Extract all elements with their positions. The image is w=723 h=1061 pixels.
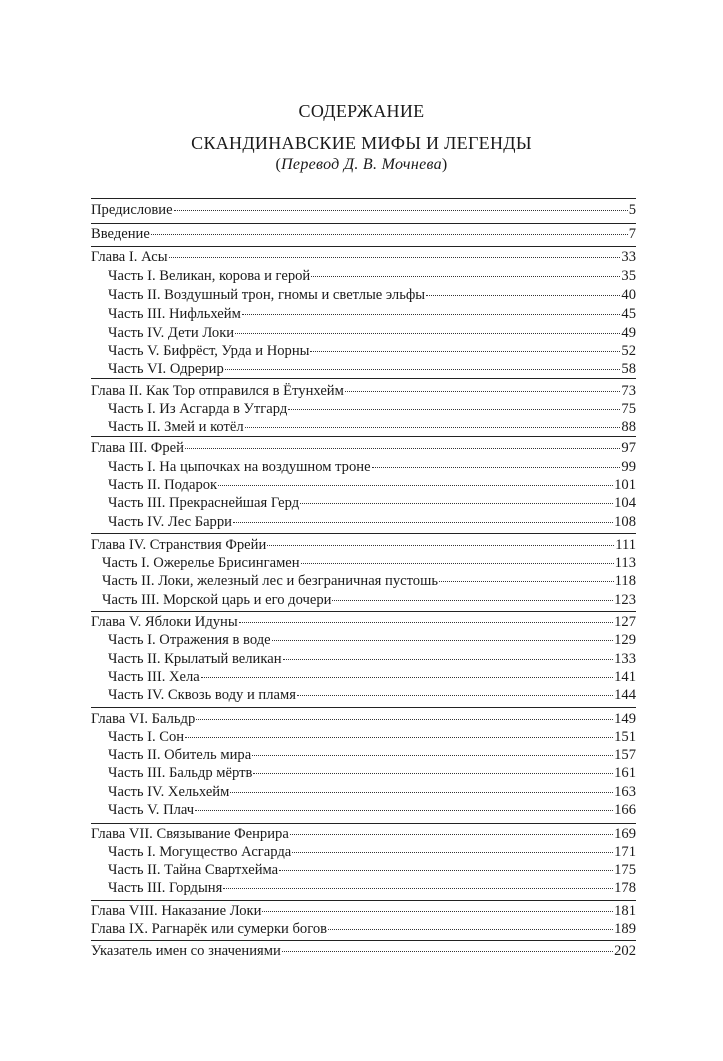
leader-dots [195, 809, 613, 811]
leader-dots [239, 621, 613, 623]
translator-paren-open: ( [275, 156, 282, 173]
leader-dots [267, 544, 614, 546]
leader-dots [301, 562, 614, 564]
toc-entry-chapter-4[interactable]: Глава IV. Странствия Фрейи 111 [91, 537, 636, 553]
leader-dots [332, 599, 613, 601]
leader-dots [242, 313, 621, 315]
leader-dots [223, 887, 613, 889]
divider [91, 823, 636, 824]
divider [91, 533, 636, 534]
toc-entry-part[interactable]: Часть I. Из Асгарда в Утгард 75 [108, 401, 636, 417]
leader-dots [372, 466, 621, 468]
divider [91, 900, 636, 901]
toc-entry-chapter-3[interactable]: Глава III. Фрей 97 [91, 440, 636, 456]
toc-entry-part[interactable]: Часть II. Локи, железный лес и безграничная пустошь 118 [102, 573, 636, 589]
toc-entry-part[interactable]: Часть I. На цыпочках на воздушном троне 99 [108, 459, 636, 475]
toc-entry-chapter-8[interactable]: Глава VIII. Наказание Локи 181 [91, 903, 636, 919]
leader-dots [426, 294, 620, 296]
translator-name: Перевод Д. В. Мочнева [281, 156, 442, 173]
leader-dots [169, 256, 621, 258]
leader-dots [225, 368, 621, 370]
divider [91, 940, 636, 941]
toc-entry-part[interactable]: Часть III. Хела 141 [108, 669, 636, 685]
toc-entry-chapter-7[interactable]: Глава VII. Связывание Фенрира 169 [91, 826, 636, 842]
toc-entry-part[interactable]: Часть III. Бальдр мёртв 161 [108, 765, 636, 781]
toc-entry-part[interactable]: Часть IV. Лес Барри 108 [108, 514, 636, 530]
leader-dots [252, 754, 613, 756]
toc-entry-part[interactable]: Часть III. Нифльхейм 45 [108, 306, 636, 322]
leader-dots [282, 950, 613, 952]
leader-dots [218, 484, 613, 486]
leader-dots [292, 851, 613, 853]
divider [91, 611, 636, 612]
leader-dots [288, 408, 620, 410]
leader-dots [328, 928, 613, 930]
leader-dots [283, 658, 614, 660]
toc-entry-preface[interactable]: Предисловие 5 [91, 202, 636, 218]
toc-entry-part[interactable]: Часть III. Морской царь и его дочери 123 [102, 592, 636, 608]
leader-dots [185, 447, 620, 449]
toc-entry-part[interactable]: Часть II. Крылатый великан 133 [108, 651, 636, 667]
book-title: СКАНДИНАВСКИЕ МИФЫ И ЛЕГЕНДЫ [191, 133, 532, 153]
translator-credit [0, 156, 723, 174]
leader-dots [272, 639, 614, 641]
divider [91, 223, 636, 224]
toc-entry-part[interactable]: Часть I. Ожерелье Брисингамен 113 [102, 555, 636, 571]
toc-entry-part[interactable]: Часть I. Сон 151 [108, 729, 636, 745]
toc-entry-part[interactable]: Часть I. Великан, корова и герой 35 [108, 268, 636, 284]
leader-dots [439, 580, 614, 582]
leader-dots [230, 791, 613, 793]
toc-entry-part[interactable]: Часть II. Подарок 101 [108, 477, 636, 493]
toc-entry-introduction[interactable]: Введение 7 [91, 226, 636, 242]
toc-entry-part[interactable]: Часть IV. Хельхейм 163 [108, 784, 636, 800]
leader-dots [185, 736, 613, 738]
leader-dots [310, 350, 620, 352]
toc-entry-chapter-9[interactable]: Глава IX. Рагнарёк или сумерки богов 189 [91, 921, 636, 937]
toc-entry-part[interactable]: Часть IV. Дети Локи 49 [108, 325, 636, 341]
leader-dots [201, 676, 613, 678]
toc-entry-part[interactable]: Часть III. Прекраснейшая Герд 104 [108, 495, 636, 511]
toc-entry-part[interactable]: Часть II. Обитель мира 157 [108, 747, 636, 763]
toc-entry-part[interactable]: Часть III. Гордыня 178 [108, 880, 636, 896]
translator-paren-close: ) [441, 156, 448, 173]
toc-entry-part[interactable]: Часть V. Бифрёст, Урда и Норны 52 [108, 343, 636, 359]
toc-entry-part[interactable]: Часть IV. Сквозь воду и пламя 144 [108, 687, 636, 703]
toc-entry-part[interactable]: Часть I. Отражения в воде 129 [108, 632, 636, 648]
leader-dots [151, 233, 628, 235]
leader-dots [174, 209, 628, 211]
leader-dots [245, 426, 621, 428]
leader-dots [300, 502, 613, 504]
toc-entry-part[interactable]: Часть VI. Одрерир 58 [108, 361, 636, 377]
leader-dots [290, 833, 613, 835]
toc-entry-part[interactable]: Часть II. Воздушный трон, гномы и светлые эльфы 40 [108, 287, 636, 303]
leader-dots [233, 521, 613, 523]
leader-dots [235, 332, 620, 334]
toc-entry-part[interactable]: Часть II. Змей и котёл 88 [108, 419, 636, 435]
toc-entry-part[interactable]: Часть II. Тайна Свартхейма 175 [108, 862, 636, 878]
divider [91, 198, 636, 199]
divider [91, 246, 636, 247]
toc-entry-chapter-5[interactable]: Глава V. Яблоки Идуны 127 [91, 614, 636, 630]
toc-entry-index[interactable]: Указатель имен со значениями 202 [91, 943, 636, 959]
leader-dots [279, 869, 613, 871]
contents-title: СОДЕРЖАНИЕ [298, 101, 425, 121]
divider [91, 707, 636, 708]
leader-dots [196, 718, 613, 720]
toc-entry-part[interactable]: Часть I. Могущество Асгарда 171 [108, 844, 636, 860]
toc-entry-chapter-2[interactable]: Глава II. Как Тор отправился в Ётунхейм 73 [91, 383, 636, 399]
leader-dots [262, 910, 613, 912]
toc-entry-chapter-1[interactable]: Глава I. Асы 33 [91, 249, 636, 265]
leader-dots [345, 390, 621, 392]
leader-dots [297, 694, 613, 696]
leader-dots [253, 772, 613, 774]
toc-entry-chapter-6[interactable]: Глава VI. Бальдр 149 [91, 711, 636, 727]
toc-entry-part[interactable]: Часть V. Плач 166 [108, 802, 636, 818]
leader-dots [311, 275, 620, 277]
